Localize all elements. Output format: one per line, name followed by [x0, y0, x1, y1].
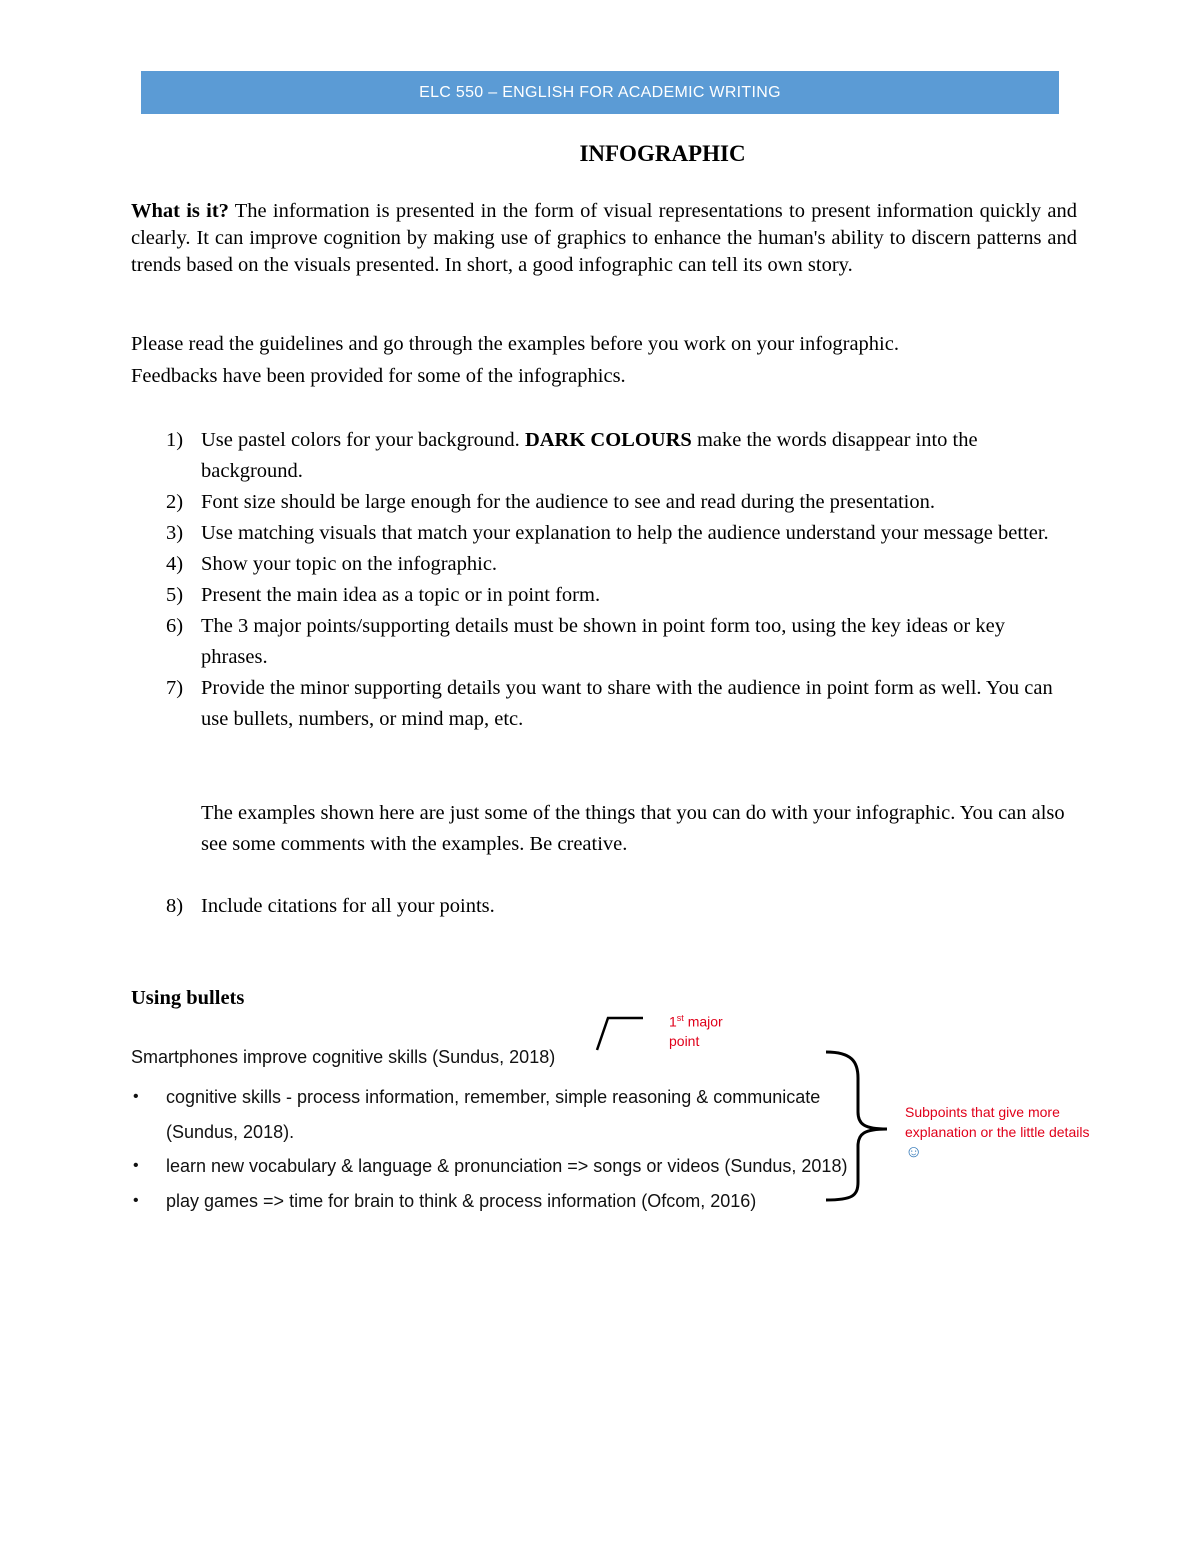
annotation-text: Subpoints that give more explanation or the little details: [905, 1104, 1090, 1140]
subpoints-annotation: [905, 1102, 1090, 1162]
major-point-pointer-line: [597, 1018, 643, 1050]
guideline-text: Use matching visuals that match your explanation to help the audience understand your message better.: [201, 522, 1049, 544]
read-guidelines-text: Please read the guidelines and go through the examples before you work on your infographic.: [131, 333, 899, 355]
section-heading: Using bullets: [131, 987, 245, 1009]
bullet-icon: •: [133, 1157, 139, 1174]
guideline-number: 4): [166, 553, 184, 575]
guideline-number: 6): [166, 615, 184, 637]
annotation-number: 1: [669, 1013, 677, 1030]
annotation-text: major point: [669, 1013, 723, 1049]
guideline-text: Font size should be large enough for the audience to see and read during the presentation.: [201, 491, 935, 513]
guideline-number: 1): [166, 429, 184, 451]
guideline-text: make the words disappear into the background.: [201, 429, 978, 482]
smiley-icon: ☺: [905, 1142, 923, 1161]
major-point-annotation: [669, 1009, 749, 1051]
guideline-text: Provide the minor supporting details you want to share with the audience in point form as well. You can use bullets, numbers, or mind map, etc.: [201, 677, 1053, 730]
example-topic: Smartphones improve cognitive skills (Sundus, 2018): [131, 1047, 556, 1067]
bullet-icon: •: [133, 1088, 139, 1105]
guideline-number: 2): [166, 491, 184, 513]
guideline-text: The 3 major points/supporting details must be shown in point form too, using the key ideas or key phrases.: [201, 615, 1005, 668]
feedbacks-text: Feedbacks have been provided for some of the infographics.: [131, 365, 626, 387]
guideline-number: 8): [166, 895, 184, 917]
guideline-emphasis: DARK COLOURS: [524, 429, 692, 451]
header-title: ELC 550 – ENGLISH FOR ACADEMIC WRITING: [419, 83, 781, 101]
guideline-number: 3): [166, 522, 184, 544]
intro-label: What is it?: [131, 200, 229, 222]
list-item-text: learn new vocabulary & language & pronunciation => songs or videos (Sundus, 2018): [166, 1156, 848, 1176]
curly-brace-icon: [826, 1052, 887, 1200]
page-title: INFOGRAPHIC: [579, 141, 746, 166]
annotation-superscript: st: [676, 1013, 684, 1023]
intro-text: The information is presented in the form of visual representations to present information quickly and clearly. It can improve cognition by making use of graphics to enhance the human's ability to discern patterns and trends based on the visuals presented. In short, a good infographic can tell its own story.: [131, 200, 1077, 276]
list-item-text: play games => time for brain to think & process information (Ofcom, 2016): [166, 1190, 757, 1211]
guideline-text: Show your topic on the infographic.: [201, 553, 498, 575]
guideline-text: Use pastel colors for your background.: [201, 429, 525, 451]
guideline-number: 5): [166, 584, 184, 606]
guideline-text: Include citations for all your points.: [201, 895, 495, 917]
examples-note: The examples shown here are just some of the things that you can do with your infographic. You can also see some comments with the examples. Be creative.: [201, 802, 1065, 855]
guideline-text: Present the main idea as a topic or in point form.: [201, 584, 601, 606]
list-item-text: cognitive skills - process information, remember, simple reasoning & communicate (Sundus, 2018).: [166, 1087, 821, 1142]
bullet-icon: •: [133, 1191, 139, 1209]
guideline-number: 7): [166, 677, 184, 699]
